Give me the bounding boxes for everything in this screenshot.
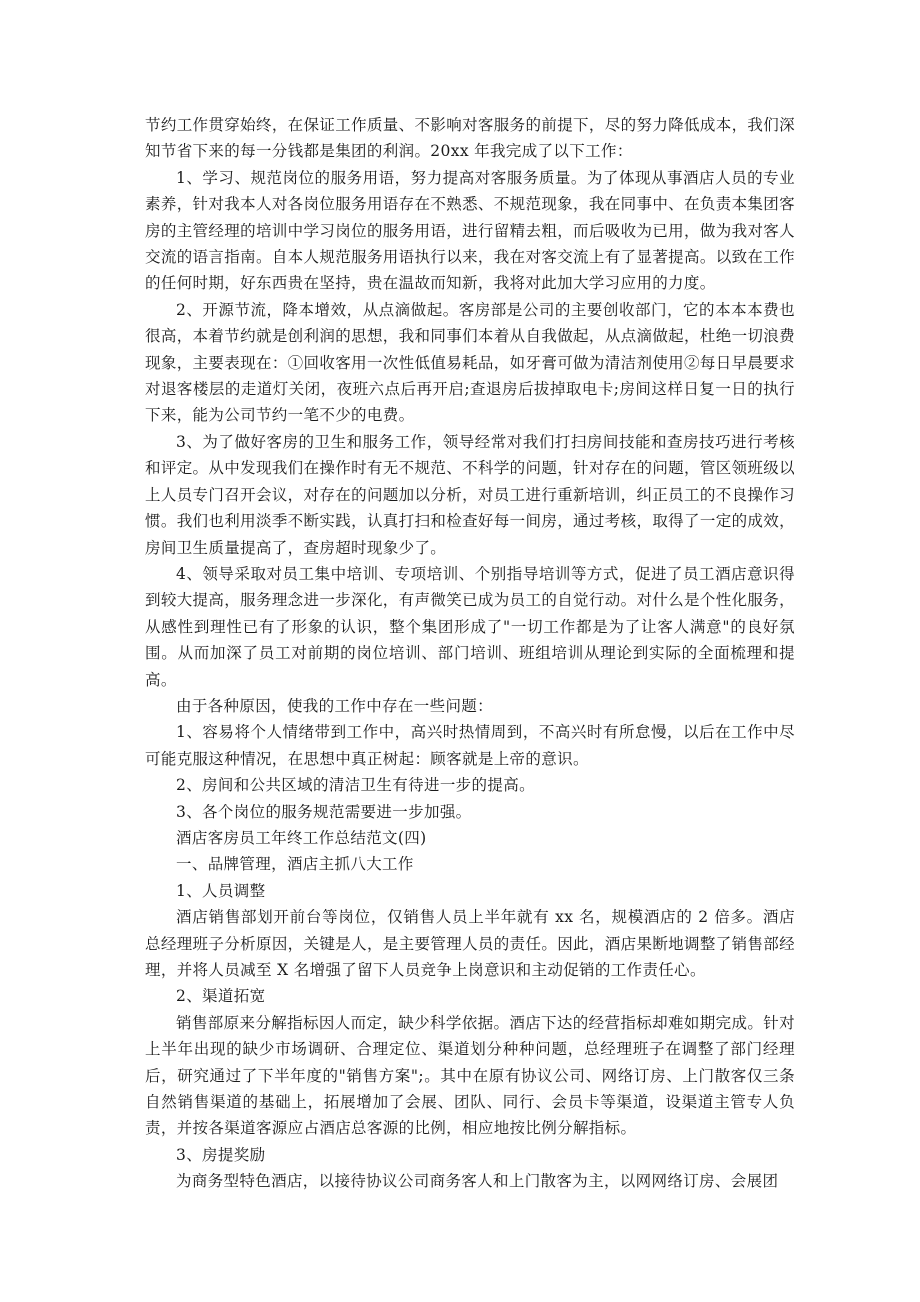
paragraph: 为商务型特色酒店，以接待协议公司商务客人和上门散客为主，以网网络订房、会展团 (176, 1172, 779, 1191)
document-body (145, 112, 795, 1195)
paragraph: 2、开源节流，降本增效，从点滴做起。客房部是公司的主要创收部门，它的本本本费也很高，本着节约就是创利润的思想，我和同事们本着从自我做起，从点滴做起，杜绝一切浪费现象，主要表现在：①回收客用一次性低值易耗品，如牙膏可做为清洁剂使用②每日早晨要求对退客楼层的走道灯关闭，夜班六点后再开启;查退房后拔掉取电卡;房间这样日复一日的执行下来，能为公司节约一笔不少的电费。 (145, 300, 795, 425)
paragraph: 4、领导采取对员工集中培训、专项培训、个别指导培训等方式，促进了员工酒店意识得到较大提高，服务理念进一步深化，有声微笑已成为员工的自觉行动。对什么是个性化服务，从感性到理性已有了形象的认识，整个集团形成了"一切工作都是为了让客人满意"的良好氛围。从而加深了员工对前期的岗位培训、部门培训、班组培训从理论到实际的全面梳理和提高。 (145, 564, 795, 689)
paragraph: 酒店销售部划开前台等岗位，仅销售人员上半年就有 xx 名，规模酒店的 2 倍多。酒店总经理班子分析原因，关键是人，是主要管理人员的责任。因此，酒店果断地调整了销售部经理，并将人员减至 X 名增强了留下人员竞争上岗意识和主动促销的工作责任心。 (145, 908, 795, 979)
paragraph: 1、容易将个人情绪带到工作中，高兴时热情周到，不高兴时有所怠慢，以后在工作中尽可能克服这种情况，在思想中真正树起：顾客就是上帝的意识。 (145, 723, 795, 768)
paragraph: 销售部原来分解指标因人而定，缺少科学依据。酒店下达的经营指标却难如期完成。针对上半年出现的缺少市场调研、合理定位、渠道划分种种问题，总经理班子在调整了部门经理后，研究通过了下半年度的"销售方案";。其中在原有协议公司、网络订房、上门散客仅三条自然销售渠道的基础上，拓展增加了会展、团队、同行、会员卡等渠道，设渠道主管专人负责，并按各渠道客源应占酒店总客源的比例，相应地按比例分解指标。 (145, 1013, 795, 1138)
section-heading: 一、品牌管理，酒店主抓八大工作 (176, 855, 414, 874)
paragraph: 3、为了做好客房的卫生和服务工作，领导经常对我们打扫房间技能和查房技巧进行考核和评定。从中发现我们在操作时有无不规范、不科学的问题，针对存在的问题，管区领班级以上人员专门召开会议，对存在的问题加以分析，对员工进行重新培训，纠正员工的不良操作习惯。我们也利用淡季不断实践，认真打扫和检查好每一间房，通过考核，取得了一定的成效，房间卫生质量提高了，查房超时现象少了。 (145, 432, 795, 557)
subsection-heading: 1、人员调整 (176, 881, 266, 900)
paragraph: 1、学习、规范岗位的服务用语，努力提高对客服务质量。为了体现从事酒店人员的专业素养，针对我本人对各岗位服务用语存在不熟悉、不规范现象，我在同事中、在负责本集团客房的主管经理的培训中学习岗位的服务用语，进行留精去粗，而后吸收为已用，做为我对客人交流的语言指南。自本人规范服务用语执行以来，我在对客交流上有了显著提高。以致在工作的任何时期，好东西贵在坚持，贵在温故而知新，我将对此加大学习应用的力度。 (145, 168, 795, 293)
paragraph: 由于各种原因，使我的工作中存在一些问题： (176, 696, 494, 715)
subsection-heading: 2、渠道拓宽 (176, 987, 266, 1006)
paragraph: 节约工作贯穿始终，在保证工作质量、不影响对客服务的前提下，尽的努力降低成本，我们深知节省下来的每一分钱都是集团的利润。20xx 年我完成了以下工作： (145, 116, 795, 161)
paragraph: 2、房间和公共区域的清洁卫生有待进一步的提高。 (176, 776, 535, 795)
paragraph: 3、各个岗位的服务规范需要进一步加强。 (176, 802, 472, 821)
section-title: 酒店客房员工年终工作总结范文(四) (176, 828, 427, 847)
subsection-heading: 3、房提奖励 (176, 1145, 266, 1164)
